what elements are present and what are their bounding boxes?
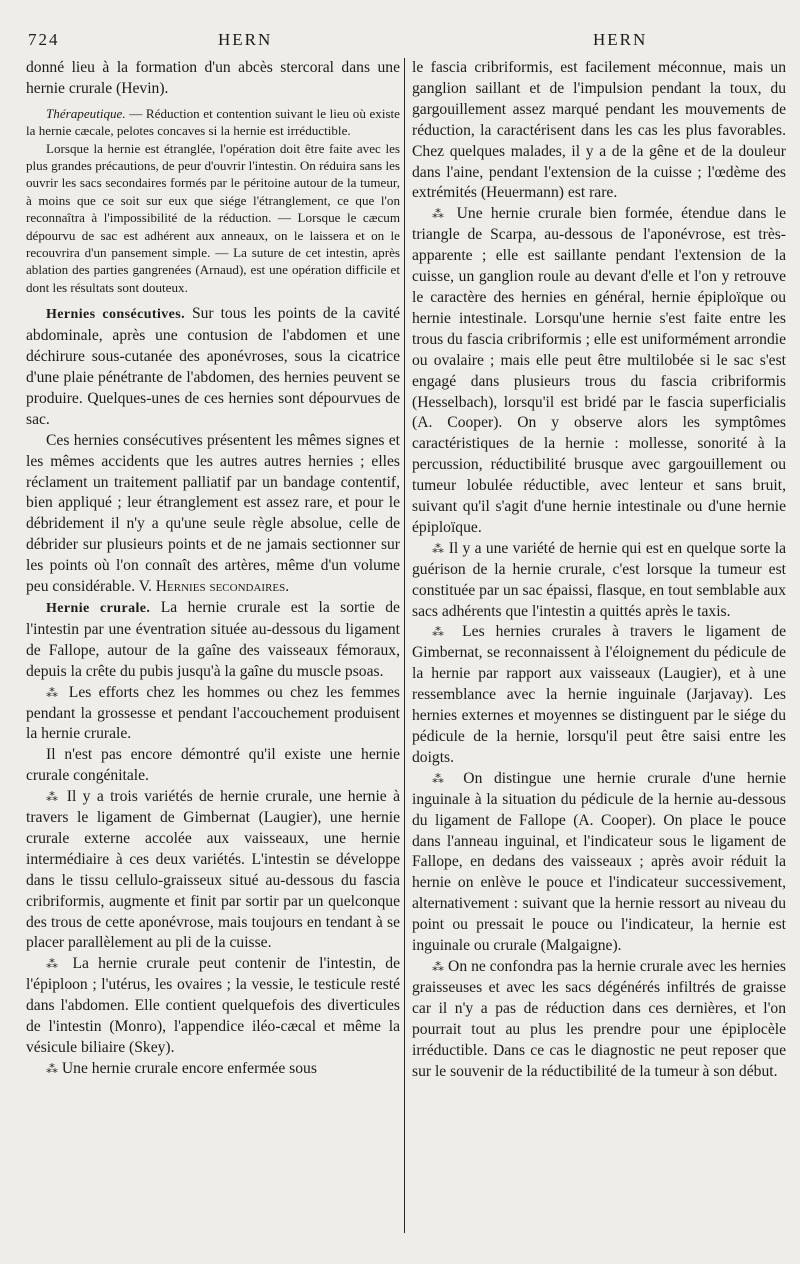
paragraph [26,431,400,598]
cross-reference: Hernies secondaires. [155,578,290,596]
paragraph [26,105,400,140]
paragraph-text: Une hernie crurale bien formée, étendue dans le triangle de Scarpa, au-dessous de l'aponévrose, est très-apparente ; elle est saillante pendant l'extension de la cuisse, un ganglion roule au devant d'elle et l'on y retrouve le caractère des hernies en général, hernie épiploïque ou hernie intestinale. Lorsqu'une hernie s'est faite entre les trous du fascia cribriformis ; elle est uniformément arrondie ou ovalaire ; mais elle peut être multilobée si le sac s'est engagé dans plusieurs trous du fascia cribriformis (Hesselbach), lorsqu'il est bridé par le fascia superficialis (A. Cooper). On y observe alors les symptômes caractéristiques de la hernie : mollesse, sonorité à la percussion, réductibilité brusque avec gargouillement ou tumeur lobulée réductible, avec lenteur et sans bruit, suivant qu'il s'agit d'une hernie intestinale ou d'une hernie épiploïque. [412,205,786,536]
paragraph: le fascia cribriformis, est facilement méconnue, mais un ganglion saillant et de l'impulsion pendant la toux, du gargouillement assez marqué pendant les mouvements de réduction, la caractérisent dans les cas les plus favorables. Chez quelques malades, il y a de la gêne et de la douleur dans l'aine, pendant l'extension de la cuisse ; l'œdème des extrémités (Heuermann) est rare. [412,59,786,202]
page-number: 724 [28,30,60,49]
page-header [28,30,786,56]
paragraph-text: Sur tous les points de la cavité abdominale, après une contusion de l'abdomen et une déchirure sous-cutanée des aponévroses, sous la cicatrice d'une plaie pénétrante de l'abdomen, des hernies peuvent se produire. Quelques-unes de ces hernies sont dépourvues de sac. [26,305,400,428]
asterism: ⁂ [432,625,452,640]
right-column [412,58,786,1238]
asterism: ⁂ [46,790,61,805]
paragraph-text: La hernie crurale est la sortie de l'intestin par une éventration située au-dessous du ligament de Fallope, autour de la gaîne des vaisseaux fémoraux, depuis la crête du pubis jusqu'à la gaîne du muscle psoas. [26,598,400,680]
asterism: ⁂ [432,541,445,556]
paragraph [26,787,400,954]
section-heading: Hernie crurale. [46,600,151,616]
paragraph-text: La hernie crurale peut contenir de l'intestin, de l'épiploon ; l'utérus, les ovaires ; la vessie, le testicule resté dans l'abdomen. Elle contient quelquefois des diverticules de l'intestin (Monro), l'appendice iléo-cæcal et même la vésicule biliaire (Skey). [26,955,400,1056]
paragraph: Il n'est pas encore démontré qu'il existe une hernie crurale congénitale. [26,746,400,785]
running-head-right: HERN [593,30,648,49]
asterism: ⁂ [432,959,445,974]
paragraph-text: Une hernie crurale encore enfermée sous [58,1059,317,1077]
section-label: Thérapeutique. [46,105,126,121]
paragraph [412,957,786,1082]
asterism: ⁂ [432,207,449,222]
paragraph-text: Les hernies crurales à travers le ligament de Gimbernat, se reconnaissent à l'éloignement du pédicule de la hernie par rapport aux vaisseaux (Laugier), et à une ressemblance avec la hernie inguinale (Jarjavay). Les hernies externes et moyennes se distinguent par le siége du pédicule de la hernie, lorsqu'il peut être saisi entre les doigts. [412,623,786,766]
paragraph [26,598,400,683]
paragraph-text: Il y a une variété de hernie qui est en quelque sorte la guérison de la hernie crurale, c'est lorsque la tumeur est constituée par un sac épaissi, flasque, en tout semblable aux sacs adhérents que l'intestin a quittés après le taxis. [412,539,786,620]
left-column [26,58,400,1238]
paragraph [26,954,400,1059]
paragraph [412,622,786,768]
paragraph: Lorsque la hernie est étranglée, l'opération doit être faite avec les plus grandes précautions, de peur d'ouvrir l'intestin. On réduira sans les ouvrir les sacs secondaires formés par le péritoine autour de la tumeur, à moins que ce soit sur eux que siége l'étranglement, ce que l'on reconnaîtra à l'impossibilité de la réduction. — Lorsque le cæcum dépourvu de sac est adhérent aux anneaux, on le laissera et on le recouvrira d'un pansement simple. — La suture de cet intestin, après ablation des parties gangrenées (Arnaud), est une opération difficile et dont les résultats sont douteux. [26,140,400,295]
paragraph-text: Ces hernies consécutives présentent les mêmes signes et les mêmes accidents que les autres autres hernies ; elles réclament un traitement palliatif par un bandage contentif, bien appliqué ; leur étranglement est assez rare, et pour le débridement il n'y a qu'une seule règle absolue, celle de débrider sur plusieurs points et de ne jamais sectionner sur les points où l'on connaît des artères, même d'un volume peu considérable. V. [26,431,400,596]
paragraph-text: Les efforts chez les hommes ou chez les femmes pendant la grossesse et pendant l'accouchement produisent la hernie crurale. [26,683,400,743]
section-heading: Hernies consécutives. [46,307,185,323]
paragraph [412,539,786,623]
paragraph [412,204,786,539]
asterism: ⁂ [46,1061,58,1076]
paragraph-text: — Réduction et contention suivant le lieu où existe la hernie cæcale, pelotes concaves si la hernie est irréductible. [26,105,400,139]
paragraph: donné lieu à la formation d'un abcès stercoral dans une hernie crurale (Hevin). [26,59,400,97]
column-divider [404,58,405,1233]
asterism: ⁂ [46,685,62,700]
paragraph [26,304,400,430]
asterism: ⁂ [432,771,452,786]
paragraph [26,1059,400,1080]
paragraph [26,683,400,746]
asterism: ⁂ [46,957,64,972]
paragraph-text: Il y a trois variétés de hernie crurale, une hernie à travers le ligament de Gimbernat (Laugier), une hernie crurale externe accolée aux vaisseaux, une hernie intermédiaire à ces deux variétés. L'intestin se développe dans le tissu cellulo-graisseux situé au-dessous du fascia cribriformis, augmente et finit par sortir par un quelconque des trous de cette aponévrose, mais toujours en tendant à se placer parallèlement au pli de la cuisse. [26,788,400,952]
paragraph-text: On ne confondra pas la hernie crurale avec les hernies graisseuses et avec les sacs dégénérés infiltrés de graisse car il n'y a pas de réduction dans ces dernières, et l'on pourrait tout au plus les prendre pour une épiplocèle irréductible. Dans ce cas le diagnostic ne peut reposer que sur le souvenir de la réductibilité de la tumeur à son début. [412,957,786,1080]
paragraph-text: On distingue une hernie crurale d'une hernie inguinale à la situation du pédicule de la hernie au-dessous du ligament de Fallope (A. Cooper). On place le pouce dans l'anneau inguinal, et l'indicateur sous le ligament de Fallope, en dedans des vaisseaux ; après avoir réduit la hernie on enlève le pouce et l'indicateur successivement, alternativement : suivant que la hernie ressort au niveau du point ou pressait le pouce ou l'indicateur, la hernie est inguinale ou crurale (Malgaigne). [412,769,786,955]
paragraph [412,769,786,957]
running-head-left: HERN [218,30,273,49]
